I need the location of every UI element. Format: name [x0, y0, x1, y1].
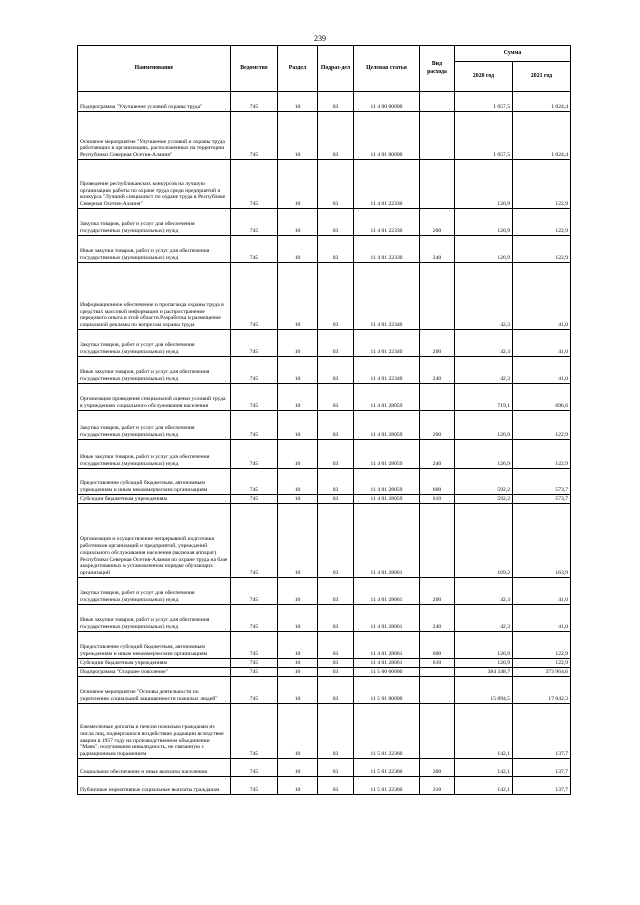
cell-2020: 142,1	[455, 704, 513, 759]
cell-podrazdel: 03	[318, 330, 354, 357]
table-row	[78, 632, 571, 659]
cell-name: Иные закупки товаров, работ и услуг для обеспечения государственных (муниципальных) нужд	[78, 357, 231, 384]
cell-2021: 17 042,3	[513, 677, 571, 704]
cell-vid: 200	[420, 209, 455, 236]
cell-razdel: 10	[278, 704, 318, 759]
table-row	[78, 504, 571, 578]
cell-vid: 610	[420, 659, 455, 668]
cell-2020: 169,2	[455, 504, 513, 578]
cell-vid	[420, 668, 455, 677]
cell-celevaya: 11 4 01 22340	[354, 357, 420, 384]
cell-vid: 240	[420, 605, 455, 632]
cell-vid: 310	[420, 777, 455, 795]
cell-vid: 300	[420, 759, 455, 777]
cell-vedomstvo: 745	[231, 209, 278, 236]
cell-celevaya: 11 4 01 28061	[354, 659, 420, 668]
header-vedomstvo: Ведомство	[231, 46, 278, 92]
table-row	[78, 469, 571, 495]
header-vid: Вид расхода	[420, 46, 455, 92]
cell-celevaya: 11 4 01 28061	[354, 578, 420, 605]
cell-vid	[420, 112, 455, 160]
cell-name: Организация проведения специальной оценки условий труда в учреждениях социального обслуживания населения	[78, 384, 231, 411]
cell-podrazdel: 03	[318, 160, 354, 209]
cell-razdel: 10	[278, 236, 318, 263]
cell-celevaya: 11 4 01 28061	[354, 504, 420, 578]
table-row	[78, 357, 571, 384]
cell-razdel: 10	[278, 578, 318, 605]
cell-vid	[420, 677, 455, 704]
cell-celevaya: 11 4 01 28059	[354, 469, 420, 495]
table-row	[78, 578, 571, 605]
cell-vid: 200	[420, 330, 455, 357]
cell-celevaya: 11 4 01 22330	[354, 209, 420, 236]
cell-2021: 122,9	[513, 209, 571, 236]
cell-vid: 240	[420, 357, 455, 384]
cell-celevaya: 11 4 01 28061	[354, 632, 420, 659]
cell-vedomstvo: 745	[231, 92, 278, 112]
table-row	[78, 330, 571, 357]
cell-vid	[420, 504, 455, 578]
cell-celevaya: 11 4 01 28059	[354, 495, 420, 504]
cell-podrazdel: 03	[318, 578, 354, 605]
cell-vedomstvo: 745	[231, 605, 278, 632]
cell-celevaya: 11 5 01 00000	[354, 677, 420, 704]
cell-name: Организация и осуществление непрерывной подготовки работников организаций и предприятий, учреждений социального обслуживания населения (включая аппарат) Республики Северная Осетия-Алания по охране труда на базе аккредитованных в установленном порядке обучающих организаций	[78, 504, 231, 578]
cell-razdel: 10	[278, 659, 318, 668]
cell-podrazdel: 03	[318, 777, 354, 795]
cell-vedomstvo: 745	[231, 411, 278, 440]
cell-vedomstvo: 745	[231, 263, 278, 330]
table-row	[78, 605, 571, 632]
cell-name: Иные закупки товаров, работ и услуг для обеспечения государственных (муниципальных) нужд	[78, 440, 231, 469]
cell-podrazdel: 03	[318, 411, 354, 440]
table-row	[78, 411, 571, 440]
cell-podrazdel: 03	[318, 384, 354, 411]
cell-2021: 41,0	[513, 357, 571, 384]
cell-2020: 126,9	[455, 236, 513, 263]
cell-name: Подпрограмма "Старшее поколение"	[78, 668, 231, 677]
cell-razdel: 10	[278, 209, 318, 236]
cell-vid: 200	[420, 411, 455, 440]
cell-name: Иные закупки товаров, работ и услуг для обеспечения государственных (муниципальных) нужд	[78, 236, 231, 263]
cell-2021: 1 024,4	[513, 112, 571, 160]
cell-2020: 384 348,7	[455, 668, 513, 677]
cell-vid	[420, 704, 455, 759]
cell-podrazdel: 03	[318, 668, 354, 677]
cell-razdel: 10	[278, 759, 318, 777]
header-razdel: Раздел	[278, 46, 318, 92]
cell-vedomstvo: 745	[231, 160, 278, 209]
cell-2020: 1 057,5	[455, 112, 513, 160]
cell-podrazdel: 03	[318, 759, 354, 777]
cell-2020: 42,3	[455, 263, 513, 330]
cell-2021: 696,6	[513, 384, 571, 411]
cell-celevaya: 11 5 01 22360	[354, 704, 420, 759]
cell-2021: 41,0	[513, 578, 571, 605]
cell-name: Предоставление субсидий бюджетным, автономным учреждениям и иным некоммерческим организациям	[78, 469, 231, 495]
header-summa: Сумма	[455, 46, 571, 62]
cell-razdel: 10	[278, 160, 318, 209]
cell-vedomstvo: 745	[231, 440, 278, 469]
cell-2021: 41,0	[513, 330, 571, 357]
cell-2020: 719,1	[455, 384, 513, 411]
cell-celevaya: 11 5 00 00000	[354, 668, 420, 677]
cell-2020: 126,9	[455, 160, 513, 209]
table-body	[78, 92, 571, 795]
header-2021: 2021 год	[513, 62, 571, 92]
cell-podrazdel: 03	[318, 236, 354, 263]
page-number: 239	[314, 34, 326, 43]
cell-vid	[420, 263, 455, 330]
cell-name: Проведение республиканских конкурсов на лучшую организацию работы по охране труда среди предприятий и конкурса "Лучший специалист по охране труда в Республике Северная Осетия-Алания"	[78, 160, 231, 209]
cell-celevaya: 11 4 00 00000	[354, 92, 420, 112]
cell-2020: 592,2	[455, 469, 513, 495]
cell-vedomstvo: 745	[231, 112, 278, 160]
cell-vedomstvo: 745	[231, 777, 278, 795]
cell-name: Предоставление субсидий бюджетным, автономным учреждениям и иным некоммерческим организациям	[78, 632, 231, 659]
table-header	[78, 46, 571, 92]
table-row	[78, 668, 571, 677]
cell-celevaya: 11 4 01 28059	[354, 411, 420, 440]
cell-podrazdel: 03	[318, 92, 354, 112]
cell-2021: 122,9	[513, 411, 571, 440]
header-name: Наименование	[78, 46, 231, 92]
cell-2021: 122,9	[513, 659, 571, 668]
cell-celevaya: 11 4 01 22340	[354, 330, 420, 357]
cell-vid: 600	[420, 632, 455, 659]
cell-celevaya: 11 4 01 28059	[354, 384, 420, 411]
table-row	[78, 495, 571, 504]
cell-2021: 163,9	[513, 504, 571, 578]
cell-vedomstvo: 745	[231, 759, 278, 777]
cell-2020: 592,2	[455, 495, 513, 504]
cell-name: Субсидии бюджетным учреждениям	[78, 659, 231, 668]
cell-razdel: 10	[278, 411, 318, 440]
header-podrazdel: Подраз-дел	[318, 46, 354, 92]
cell-podrazdel: 03	[318, 677, 354, 704]
cell-razdel: 10	[278, 112, 318, 160]
cell-vedomstvo: 745	[231, 469, 278, 495]
cell-name: Закупка товаров, работ и услуг для обеспечения государственных (муниципальных) нужд	[78, 330, 231, 357]
cell-vedomstvo: 745	[231, 668, 278, 677]
cell-razdel: 10	[278, 777, 318, 795]
cell-vid: 610	[420, 495, 455, 504]
cell-podrazdel: 03	[318, 632, 354, 659]
cell-vedomstvo: 745	[231, 632, 278, 659]
cell-podrazdel: 03	[318, 605, 354, 632]
cell-2021: 137,7	[513, 777, 571, 795]
cell-name: Субсидии бюджетным учреждениям	[78, 495, 231, 504]
cell-2020: 126,9	[455, 659, 513, 668]
cell-razdel: 10	[278, 605, 318, 632]
cell-razdel: 10	[278, 677, 318, 704]
cell-2020: 126,9	[455, 632, 513, 659]
cell-razdel: 10	[278, 495, 318, 504]
cell-2021: 122,9	[513, 236, 571, 263]
cell-2020: 126,9	[455, 209, 513, 236]
budget-table	[77, 45, 571, 795]
cell-podrazdel: 03	[318, 469, 354, 495]
table-row	[78, 704, 571, 759]
cell-vid	[420, 384, 455, 411]
cell-celevaya: 11 4 01 22340	[354, 263, 420, 330]
cell-celevaya: 11 4 01 00000	[354, 112, 420, 160]
cell-vid	[420, 92, 455, 112]
cell-2021: 122,9	[513, 440, 571, 469]
cell-vedomstvo: 745	[231, 357, 278, 384]
cell-razdel: 10	[278, 263, 318, 330]
table-row	[78, 777, 571, 795]
cell-celevaya: 11 4 01 28061	[354, 605, 420, 632]
cell-name: Социальное обеспечение и иные выплаты населению	[78, 759, 231, 777]
cell-name: Информационное обеспечение и пропаганда охраны труда в средствах массовой информации и распространение передового опыта в этой области.Разработка и размещение социальной рекламы по вопросам охраны труда	[78, 263, 231, 330]
cell-name: Основное мероприятие "Основы деятельности по укреплению социальной защищенности пожилых людей"	[78, 677, 231, 704]
cell-2020: 1 057,5	[455, 92, 513, 112]
cell-razdel: 10	[278, 504, 318, 578]
cell-name: Иные закупки товаров, работ и услуг для обеспечения государственных (муниципальных) нужд	[78, 605, 231, 632]
cell-celevaya: 11 4 01 22330	[354, 236, 420, 263]
cell-2021: 41,0	[513, 605, 571, 632]
table-row	[78, 112, 571, 160]
cell-vedomstvo: 745	[231, 495, 278, 504]
cell-2021: 41,0	[513, 263, 571, 330]
cell-razdel: 10	[278, 92, 318, 112]
cell-name: Закупка товаров, работ и услуг для обеспечения государственных (муниципальных) нужд	[78, 578, 231, 605]
cell-2020: 142,1	[455, 777, 513, 795]
cell-name: Подпрограмма "Улучшение условий охраны труда"	[78, 92, 231, 112]
cell-2021: 137,7	[513, 759, 571, 777]
cell-2021: 573,7	[513, 469, 571, 495]
cell-2021: 122,9	[513, 160, 571, 209]
cell-vid: 240	[420, 440, 455, 469]
cell-vedomstvo: 745	[231, 704, 278, 759]
header-2020: 2020 год	[455, 62, 513, 92]
table-row	[78, 92, 571, 112]
cell-2021: 137,7	[513, 704, 571, 759]
cell-vedomstvo: 745	[231, 236, 278, 263]
cell-2020: 42,3	[455, 605, 513, 632]
table-row	[78, 263, 571, 330]
cell-2021: 573,7	[513, 495, 571, 504]
cell-2020: 42,3	[455, 330, 513, 357]
cell-razdel: 10	[278, 384, 318, 411]
cell-podrazdel: 03	[318, 495, 354, 504]
table-row	[78, 209, 571, 236]
cell-podrazdel: 03	[318, 209, 354, 236]
cell-podrazdel: 03	[318, 263, 354, 330]
cell-2021: 373 964,6	[513, 668, 571, 677]
cell-celevaya: 11 5 01 22360	[354, 759, 420, 777]
cell-razdel: 10	[278, 330, 318, 357]
cell-name: Основное мероприятие "Улучшение условий и охраны труда работающих в организациях, расположенных на территории Республики Северная Осетия-Алания"	[78, 112, 231, 160]
cell-2021: 122,9	[513, 632, 571, 659]
table-row	[78, 659, 571, 668]
table-row	[78, 384, 571, 411]
cell-podrazdel: 03	[318, 357, 354, 384]
cell-razdel: 10	[278, 357, 318, 384]
cell-2020: 42,3	[455, 578, 513, 605]
cell-2021: 1 024,4	[513, 92, 571, 112]
cell-razdel: 10	[278, 469, 318, 495]
cell-celevaya: 11 4 01 22330	[354, 160, 420, 209]
table-row	[78, 759, 571, 777]
header-celevaya: Целевая статья	[354, 46, 420, 92]
cell-2020: 15 894,5	[455, 677, 513, 704]
cell-vedomstvo: 745	[231, 578, 278, 605]
cell-vedomstvo: 745	[231, 677, 278, 704]
cell-vedomstvo: 745	[231, 504, 278, 578]
cell-podrazdel: 03	[318, 440, 354, 469]
cell-razdel: 10	[278, 668, 318, 677]
cell-vid: 240	[420, 236, 455, 263]
cell-vid: 600	[420, 469, 455, 495]
cell-celevaya: 11 5 01 22360	[354, 777, 420, 795]
cell-name: Закупка товаров, работ и услуг для обеспечения государственных (муниципальных) нужд	[78, 209, 231, 236]
cell-vid	[420, 160, 455, 209]
table-row	[78, 160, 571, 209]
cell-razdel: 10	[278, 440, 318, 469]
cell-name: Ежемесячные доплаты к пенсии пожилым гражданам из числа лиц, подвергшихся воздействию радиации вследствие аварии в 1957 году на производственном объединении "Маяк", получившим инвалидность, не связанную с радиационным поражением	[78, 704, 231, 759]
cell-name: Публичные нормативные социальные выплаты гражданам	[78, 777, 231, 795]
table-row	[78, 677, 571, 704]
cell-vedomstvo: 745	[231, 384, 278, 411]
table-row	[78, 236, 571, 263]
cell-podrazdel: 03	[318, 504, 354, 578]
cell-2020: 126,9	[455, 440, 513, 469]
cell-vedomstvo: 745	[231, 659, 278, 668]
cell-2020: 126,9	[455, 411, 513, 440]
cell-vid: 200	[420, 578, 455, 605]
cell-podrazdel: 03	[318, 112, 354, 160]
cell-2020: 42,3	[455, 357, 513, 384]
cell-podrazdel: 03	[318, 704, 354, 759]
cell-celevaya: 11 4 01 28059	[354, 440, 420, 469]
cell-razdel: 10	[278, 632, 318, 659]
cell-podrazdel: 03	[318, 659, 354, 668]
cell-name: Закупка товаров, работ и услуг для обеспечения государственных (муниципальных) нужд	[78, 411, 231, 440]
cell-vedomstvo: 745	[231, 330, 278, 357]
table-row	[78, 440, 571, 469]
cell-2020: 142,1	[455, 759, 513, 777]
